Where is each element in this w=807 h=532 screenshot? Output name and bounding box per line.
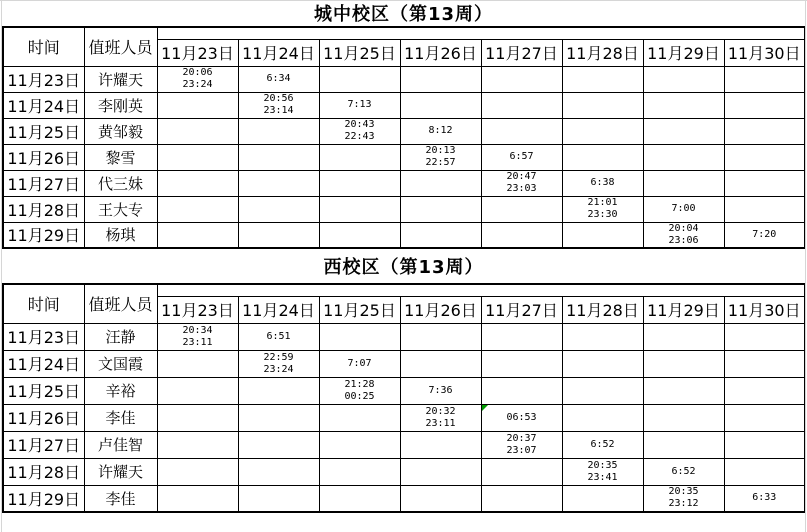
time-line: 7:36 (428, 384, 453, 396)
duty-row (3, 66, 805, 92)
header-date[interactable]: 11月25日 (319, 39, 400, 66)
time-cell[interactable] (319, 92, 400, 118)
staff-name-cell[interactable]: 王大专 (84, 196, 157, 222)
empty-cell[interactable] (157, 118, 238, 144)
empty-cell[interactable] (400, 431, 481, 458)
sheet-gridline-top (0, 0, 807, 1)
empty-cell[interactable] (481, 118, 562, 144)
staff-name-cell[interactable]: 黄邹毅 (84, 118, 157, 144)
empty-cell[interactable] (643, 404, 724, 431)
empty-cell[interactable] (157, 431, 238, 458)
time-line: 6:38 (590, 177, 615, 188)
header-blank-strip (157, 284, 805, 296)
staff-name-cell[interactable]: 黎雪 (84, 144, 157, 170)
header-time[interactable]: 时间 (3, 284, 84, 323)
empty-cell[interactable] (643, 92, 724, 118)
time-cell[interactable] (724, 485, 805, 512)
section-title-central: 城中校区（第13周） (313, 4, 494, 25)
time-cell[interactable] (643, 485, 724, 512)
time-cell[interactable] (157, 66, 238, 92)
time-cell[interactable] (562, 196, 643, 222)
empty-cell[interactable] (724, 404, 805, 431)
time-line: 21:28 (344, 378, 375, 390)
row-date-cell[interactable]: 11月24日 (3, 92, 84, 118)
time-line: 7:13 (347, 99, 372, 110)
duty-row (3, 431, 805, 458)
empty-cell[interactable] (562, 377, 643, 404)
empty-cell[interactable] (481, 196, 562, 222)
empty-cell[interactable] (481, 458, 562, 485)
empty-cell[interactable] (562, 144, 643, 170)
row-date-cell[interactable]: 11月27日 (3, 431, 84, 458)
empty-cell[interactable] (400, 170, 481, 196)
time-cell[interactable] (643, 222, 724, 248)
empty-cell[interactable] (481, 377, 562, 404)
empty-cell[interactable] (157, 404, 238, 431)
empty-cell[interactable] (319, 458, 400, 485)
duty-table-west (2, 283, 806, 513)
empty-cell[interactable] (238, 170, 319, 196)
row-date-cell[interactable]: 11月26日 (3, 144, 84, 170)
time-line: 22:59 (263, 351, 294, 363)
time-cell[interactable] (562, 458, 643, 485)
empty-cell[interactable] (157, 350, 238, 377)
empty-cell[interactable] (400, 196, 481, 222)
staff-name-cell[interactable]: 辛裕 (84, 377, 157, 404)
empty-cell[interactable] (319, 404, 400, 431)
empty-cell[interactable] (481, 485, 562, 512)
time-line: 6:57 (509, 151, 534, 162)
empty-cell[interactable] (238, 118, 319, 144)
time-line: 06:53 (506, 411, 537, 423)
time-line: 20:43 (344, 119, 375, 130)
empty-cell[interactable] (643, 431, 724, 458)
time-cell[interactable] (643, 196, 724, 222)
empty-cell[interactable] (562, 118, 643, 144)
duty-row (3, 458, 805, 485)
row-date-cell[interactable]: 11月28日 (3, 196, 84, 222)
empty-cell[interactable] (157, 92, 238, 118)
staff-name-cell[interactable]: 李刚英 (84, 92, 157, 118)
time-line: 20:47 (506, 171, 537, 182)
duty-row (3, 377, 805, 404)
header-date[interactable]: 11月29日 (643, 296, 724, 323)
row-date-cell[interactable]: 11月24日 (3, 350, 84, 377)
duty-row (3, 485, 805, 512)
time-cell[interactable] (400, 377, 481, 404)
duty-row (3, 118, 805, 144)
time-line: 23:14 (263, 105, 294, 116)
staff-name-cell[interactable]: 代三妹 (84, 170, 157, 196)
header-time[interactable]: 时间 (3, 27, 84, 66)
time-cell[interactable] (481, 404, 562, 431)
time-cell[interactable] (157, 323, 238, 350)
duty-row (3, 350, 805, 377)
empty-cell[interactable] (238, 144, 319, 170)
empty-cell[interactable] (481, 92, 562, 118)
empty-cell[interactable] (400, 92, 481, 118)
empty-cell[interactable] (319, 66, 400, 92)
time-cell[interactable] (481, 144, 562, 170)
time-line: 23:24 (182, 79, 213, 90)
section-title-west: 西校区（第13周） (323, 257, 484, 278)
header-date[interactable]: 11月27日 (481, 296, 562, 323)
header-date[interactable]: 11月28日 (562, 296, 643, 323)
time-line: 23:03 (506, 183, 537, 194)
time-cell[interactable] (562, 170, 643, 196)
row-date-cell[interactable]: 11月29日 (3, 222, 84, 248)
time-line: 23:07 (506, 444, 537, 456)
empty-cell[interactable] (400, 66, 481, 92)
time-line: 7:20 (752, 228, 777, 240)
empty-cell[interactable] (643, 350, 724, 377)
empty-cell[interactable] (238, 485, 319, 512)
time-line: 7:07 (347, 357, 372, 369)
time-cell[interactable] (238, 92, 319, 118)
time-line: 20:35 (668, 486, 699, 498)
empty-cell[interactable] (562, 485, 643, 512)
staff-name-cell[interactable]: 文国霞 (84, 350, 157, 377)
empty-cell[interactable] (400, 485, 481, 512)
staff-name-cell[interactable]: 李佳 (84, 485, 157, 512)
time-cell[interactable] (238, 350, 319, 377)
empty-cell[interactable] (238, 377, 319, 404)
header-date[interactable]: 11月28日 (562, 39, 643, 66)
time-cell[interactable] (400, 404, 481, 431)
empty-cell[interactable] (481, 66, 562, 92)
empty-cell[interactable] (562, 404, 643, 431)
duty-row (3, 222, 805, 248)
empty-cell[interactable] (238, 404, 319, 431)
empty-cell[interactable] (481, 350, 562, 377)
staff-name-cell[interactable]: 杨琪 (84, 222, 157, 248)
empty-cell[interactable] (157, 377, 238, 404)
empty-cell[interactable] (238, 196, 319, 222)
duty-table-central (2, 26, 806, 249)
empty-cell[interactable] (643, 144, 724, 170)
header-blank-strip (157, 27, 805, 39)
row-date-cell[interactable]: 11月29日 (3, 485, 84, 512)
duty-row (3, 404, 805, 431)
time-line: 6:52 (590, 438, 615, 450)
empty-cell[interactable] (319, 222, 400, 248)
time-line: 21:01 (587, 197, 618, 208)
time-cell[interactable] (643, 458, 724, 485)
empty-cell[interactable] (319, 431, 400, 458)
time-cell[interactable] (238, 323, 319, 350)
staff-name-cell[interactable]: 卢佳智 (84, 431, 157, 458)
empty-cell[interactable] (481, 323, 562, 350)
time-line: 7:00 (671, 203, 696, 214)
duty-row (3, 196, 805, 222)
row-date-cell[interactable]: 11月28日 (3, 458, 84, 485)
time-cell[interactable] (562, 431, 643, 458)
time-line: 00:25 (344, 390, 375, 402)
empty-cell[interactable] (157, 222, 238, 248)
time-cell[interactable] (400, 118, 481, 144)
empty-cell[interactable] (643, 377, 724, 404)
duty-row (3, 170, 805, 196)
time-cell[interactable] (319, 350, 400, 377)
empty-cell[interactable] (157, 458, 238, 485)
header-date[interactable]: 11月30日 (724, 296, 805, 323)
empty-cell[interactable] (724, 144, 805, 170)
empty-cell[interactable] (157, 196, 238, 222)
sheet-gridline-right (805, 0, 806, 532)
time-line: 20:35 (587, 459, 618, 471)
empty-cell[interactable] (724, 66, 805, 92)
green-corner-triangle-icon (482, 405, 488, 411)
empty-cell[interactable] (238, 431, 319, 458)
empty-cell[interactable] (238, 458, 319, 485)
empty-cell[interactable] (319, 144, 400, 170)
empty-cell[interactable] (562, 92, 643, 118)
time-line: 6:52 (671, 465, 696, 477)
row-date-cell[interactable]: 11月23日 (3, 323, 84, 350)
duty-row (3, 144, 805, 170)
section-west-campus (0, 249, 807, 513)
empty-cell[interactable] (400, 350, 481, 377)
empty-cell[interactable] (724, 118, 805, 144)
row-date-cell[interactable]: 11月26日 (3, 404, 84, 431)
empty-cell[interactable] (724, 323, 805, 350)
time-line: 23:11 (182, 336, 213, 348)
header-date[interactable]: 11月26日 (400, 296, 481, 323)
empty-cell[interactable] (157, 144, 238, 170)
empty-cell[interactable] (724, 170, 805, 196)
empty-cell[interactable] (400, 222, 481, 248)
time-line: 6:34 (266, 73, 291, 84)
row-date-cell[interactable]: 11月25日 (3, 377, 84, 404)
time-line: 20:32 (425, 405, 456, 417)
empty-cell[interactable] (724, 196, 805, 222)
time-line: 20:06 (182, 67, 213, 78)
header-date[interactable]: 11月24日 (238, 296, 319, 323)
header-staff[interactable]: 值班人员 (84, 284, 157, 323)
empty-cell[interactable] (238, 222, 319, 248)
time-cell[interactable] (724, 222, 805, 248)
time-cell[interactable] (481, 431, 562, 458)
empty-cell[interactable] (319, 170, 400, 196)
time-line: 23:06 (668, 234, 699, 246)
staff-name-cell[interactable]: 汪静 (84, 323, 157, 350)
time-line: 20:56 (263, 93, 294, 104)
header-date[interactable]: 11月29日 (643, 39, 724, 66)
empty-cell[interactable] (319, 323, 400, 350)
time-cell[interactable] (319, 377, 400, 404)
empty-cell[interactable] (481, 222, 562, 248)
time-line: 8:12 (428, 125, 453, 136)
time-line: 20:04 (668, 222, 699, 234)
empty-cell[interactable] (643, 66, 724, 92)
row-date-cell[interactable]: 11月23日 (3, 66, 84, 92)
header-date[interactable]: 11月25日 (319, 296, 400, 323)
empty-cell[interactable] (724, 350, 805, 377)
empty-cell[interactable] (157, 170, 238, 196)
duty-row (3, 92, 805, 118)
time-line: 20:34 (182, 324, 213, 336)
header-date[interactable]: 11月30日 (724, 39, 805, 66)
time-line: 22:43 (344, 131, 375, 142)
duty-row (3, 323, 805, 350)
empty-cell[interactable] (319, 485, 400, 512)
header-date[interactable]: 11月23日 (157, 39, 238, 66)
empty-cell[interactable] (724, 92, 805, 118)
empty-cell[interactable] (643, 323, 724, 350)
empty-cell[interactable] (157, 485, 238, 512)
staff-name-cell[interactable]: 许耀天 (84, 458, 157, 485)
empty-cell[interactable] (400, 458, 481, 485)
empty-cell[interactable] (400, 323, 481, 350)
time-cell[interactable] (481, 170, 562, 196)
empty-cell[interactable] (724, 377, 805, 404)
row-date-cell[interactable]: 11月27日 (3, 170, 84, 196)
time-line: 20:37 (506, 432, 537, 444)
time-line: 23:41 (587, 471, 618, 483)
staff-name-cell[interactable]: 李佳 (84, 404, 157, 431)
time-line: 23:12 (668, 498, 699, 510)
empty-cell[interactable] (562, 66, 643, 92)
empty-cell[interactable] (562, 350, 643, 377)
header-staff[interactable]: 值班人员 (84, 27, 157, 66)
time-line: 22:57 (425, 157, 456, 168)
time-line: 6:51 (266, 330, 291, 342)
header-date[interactable]: 11月24日 (238, 39, 319, 66)
time-line: 23:11 (425, 417, 456, 429)
time-line: 6:33 (752, 492, 777, 504)
staff-name-cell[interactable]: 许耀天 (84, 66, 157, 92)
header-date[interactable]: 11月27日 (481, 39, 562, 66)
time-line: 23:30 (587, 209, 618, 220)
empty-cell[interactable] (562, 323, 643, 350)
empty-cell[interactable] (562, 222, 643, 248)
row-date-cell[interactable]: 11月25日 (3, 118, 84, 144)
empty-cell[interactable] (643, 170, 724, 196)
empty-cell[interactable] (724, 458, 805, 485)
time-cell[interactable] (319, 118, 400, 144)
empty-cell[interactable] (319, 196, 400, 222)
time-line: 20:13 (425, 145, 456, 156)
header-date[interactable]: 11月23日 (157, 296, 238, 323)
section-central-campus (0, 0, 807, 249)
time-line: 23:24 (263, 363, 294, 375)
time-cell[interactable] (400, 144, 481, 170)
header-date[interactable]: 11月26日 (400, 39, 481, 66)
time-cell[interactable] (238, 66, 319, 92)
sheet-gridline-left (1, 0, 2, 532)
empty-cell[interactable] (724, 431, 805, 458)
empty-cell[interactable] (643, 118, 724, 144)
